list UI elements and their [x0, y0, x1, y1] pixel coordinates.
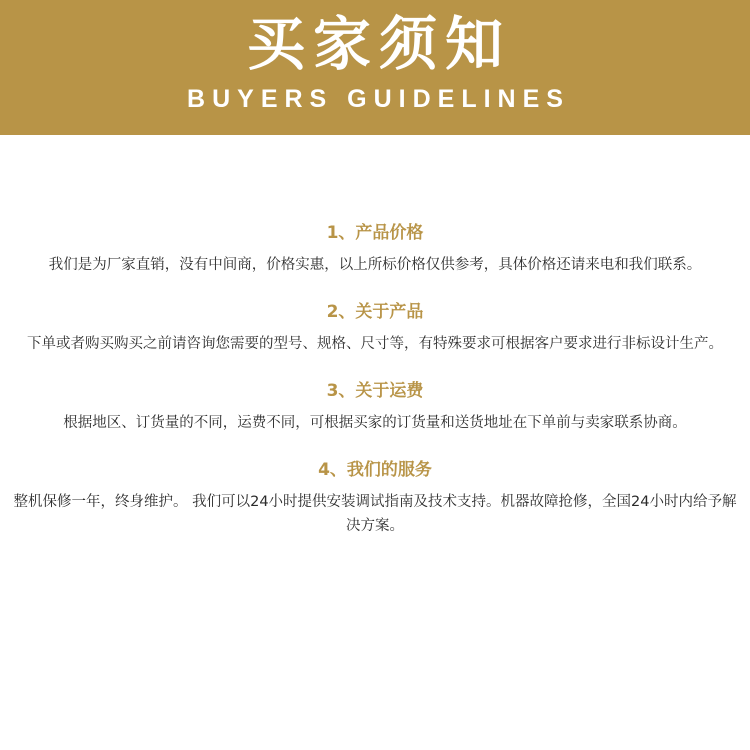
page-banner	[0, 0, 750, 135]
section-title: 4、我们的服务	[318, 460, 432, 480]
guideline-section-3	[10, 378, 740, 435]
section-body: 整机保修一年，终身维护。 我们可以24小时提供安装调试指南及技术支持。机器故障抢修，全国24小时内给予解决方案。	[13, 494, 737, 534]
section-body: 我们是为厂家直销，没有中间商，价格实惠，以上所标价格仅供参考，具体价格还请来电和我们联系。	[48, 257, 702, 273]
guideline-section-4	[10, 457, 740, 538]
section-body: 根据地区、订货量的不同，运费不同，可根据买家的订货量和送货地址在下单前与卖家联系协商。	[63, 415, 687, 431]
guidelines-content	[0, 135, 750, 538]
section-title: 3、关于运费	[326, 381, 424, 401]
section-title: 1、产品价格	[326, 223, 424, 243]
section-title: 2、关于产品	[326, 302, 424, 322]
guideline-section-1	[10, 220, 740, 277]
guideline-section-2	[10, 299, 740, 356]
banner-title: 买家须知	[246, 10, 511, 78]
banner-subtitle: BUYERS GUIDELINES	[187, 85, 570, 113]
section-body: 下单或者购买购买之前请咨询您需要的型号、规格、尺寸等，有特殊要求可根据客户要求进行非标设计生产。	[27, 336, 723, 352]
